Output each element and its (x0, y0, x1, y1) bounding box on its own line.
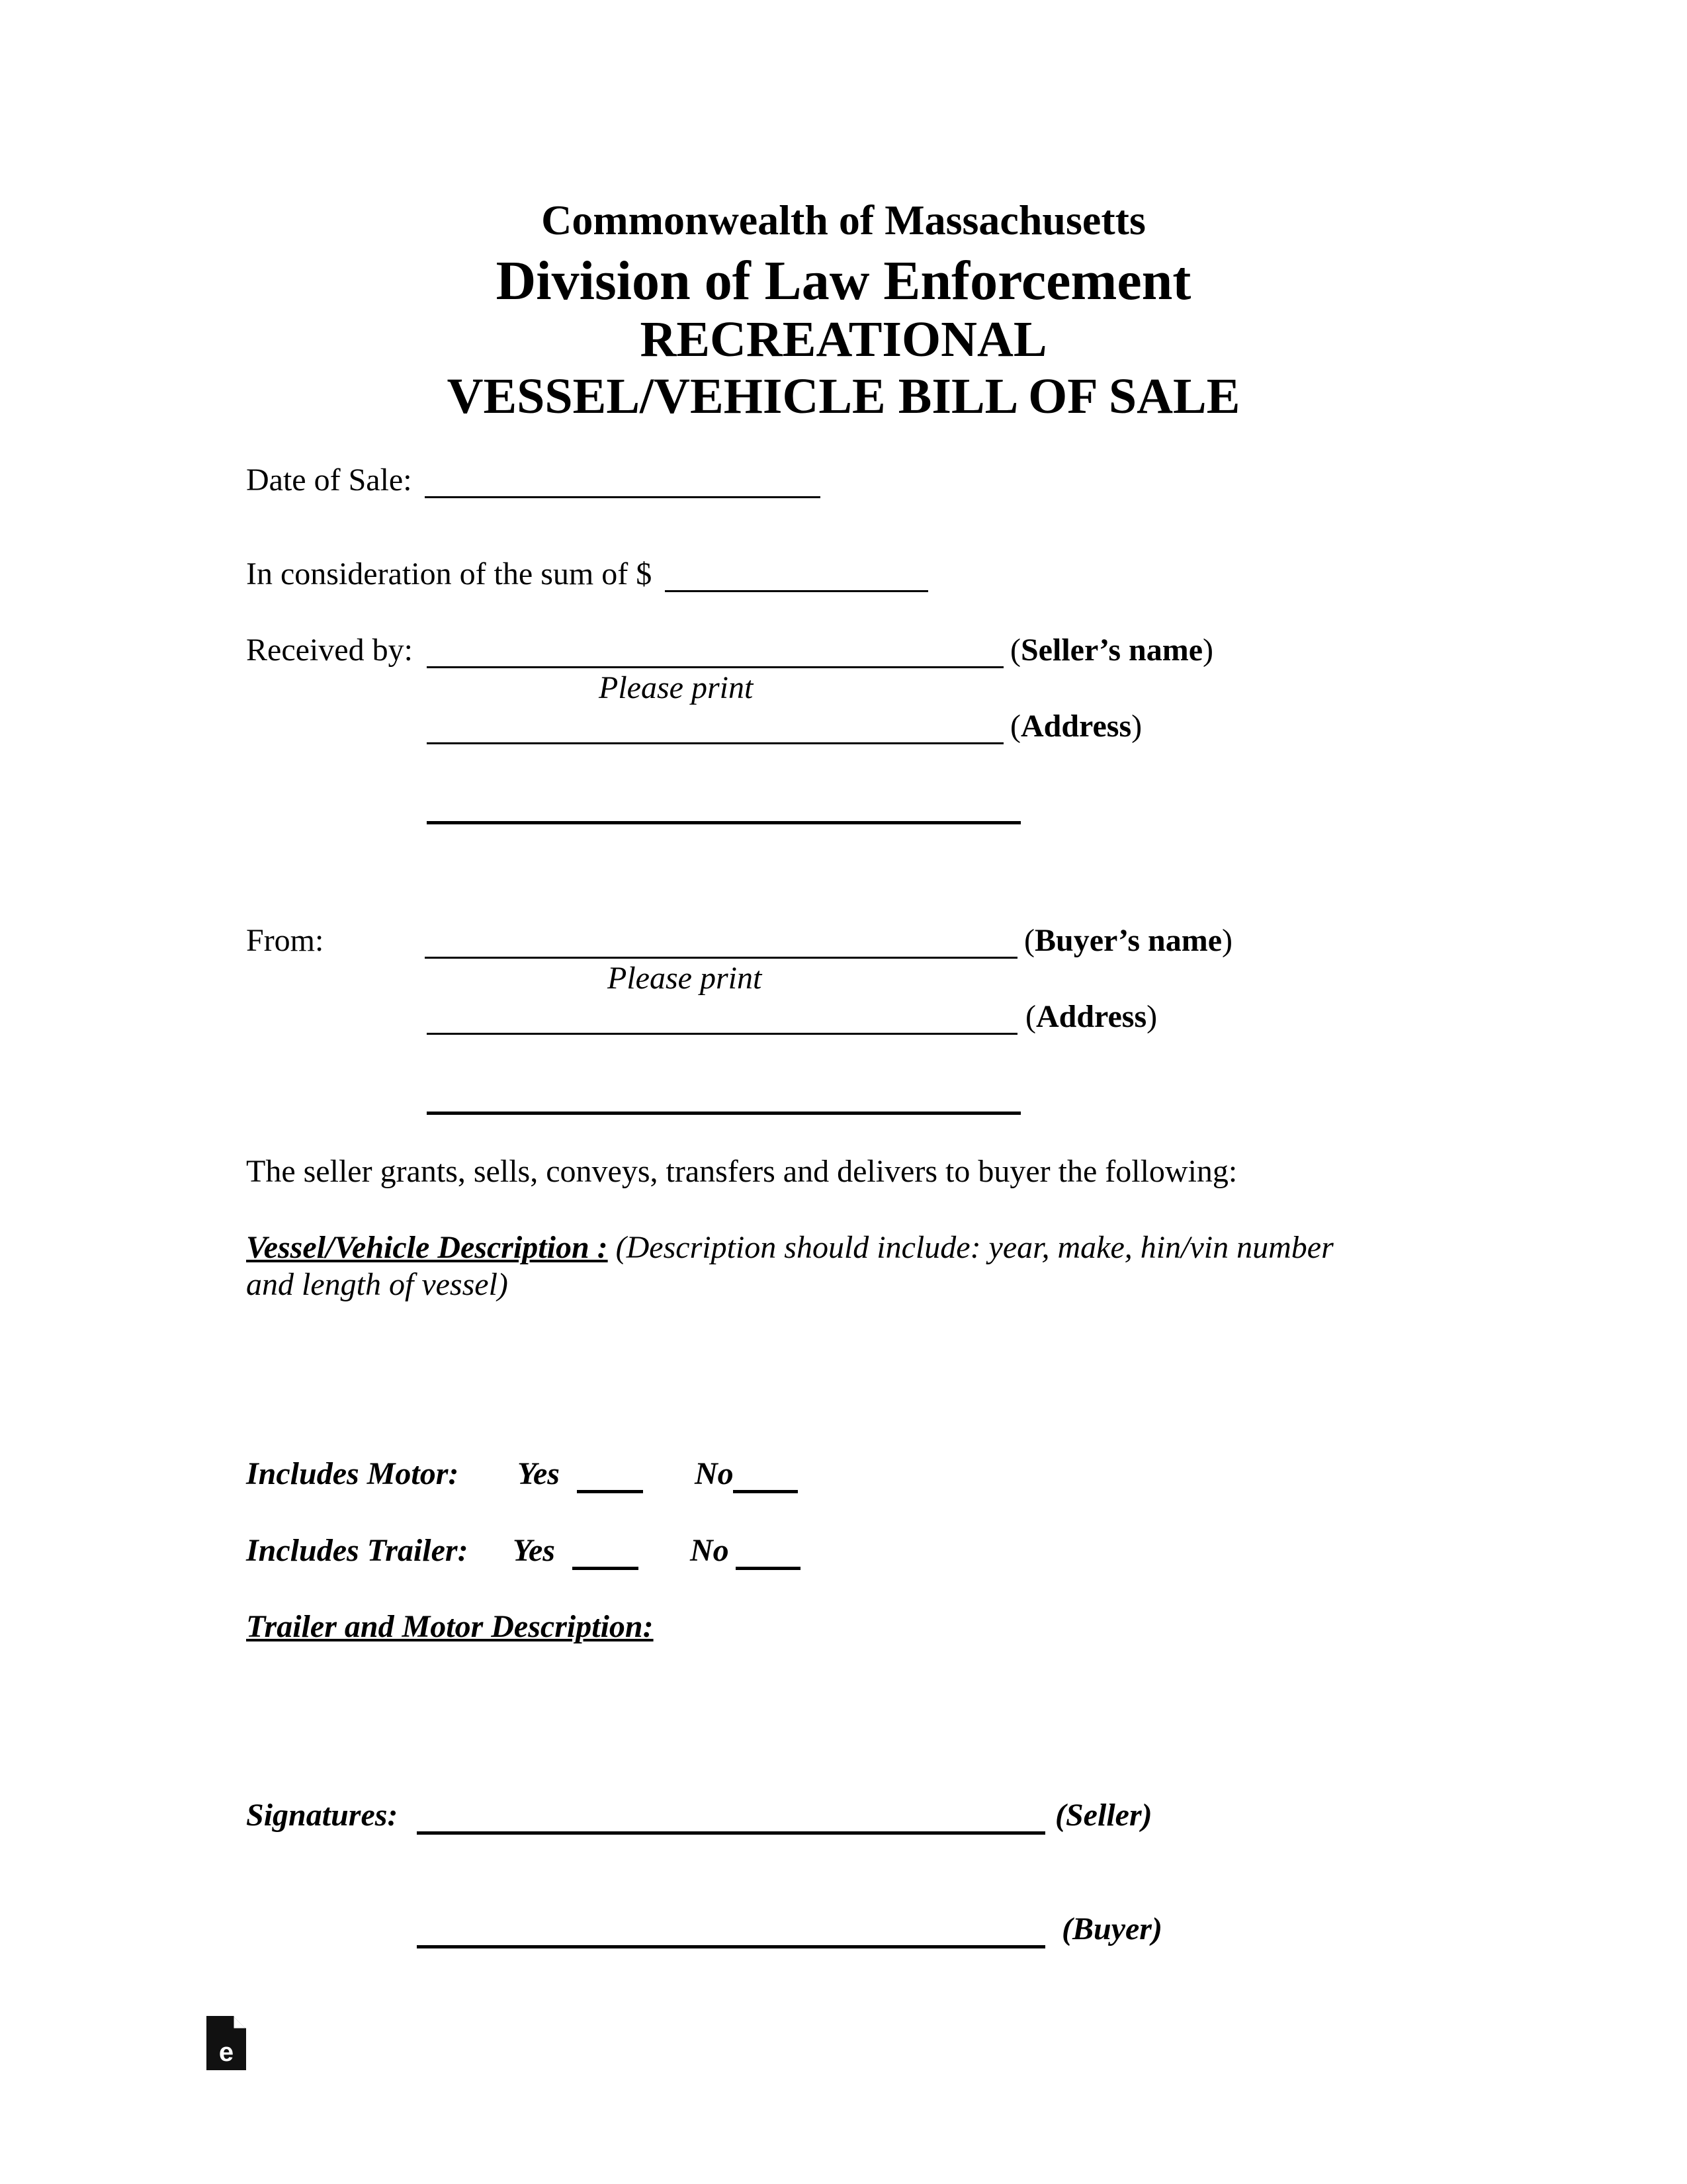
svg-text:e: e (218, 2038, 234, 2067)
from-label: From: (246, 923, 324, 958)
seller-address-field[interactable] (427, 717, 1004, 744)
motor-yes-field[interactable] (577, 1465, 643, 1493)
header-commonwealth: Commonwealth of Massachusetts (541, 197, 1146, 243)
seller-address-line-2[interactable] (427, 796, 1021, 824)
includes-motor-label: Includes Motor: (246, 1456, 459, 1491)
seller-address-caption: (Address) (1010, 709, 1143, 744)
trailer-yes-label: Yes (513, 1533, 555, 1568)
eforms-logo-icon (206, 2016, 246, 2070)
sum-field[interactable] (665, 565, 928, 592)
trailer-yes-field[interactable] (572, 1542, 638, 1570)
seller-signature-field[interactable] (417, 1806, 1045, 1835)
buyer-name-field[interactable] (425, 932, 1017, 959)
seller-name-field[interactable] (427, 641, 1004, 668)
buyer-address-field[interactable] (427, 1008, 1017, 1035)
trailer-motor-description-heading: Trailer and Motor Description: (246, 1609, 654, 1644)
header-recreational: RECREATIONAL (640, 312, 1047, 367)
vessel-description-note: and length of vessel) (246, 1267, 508, 1302)
date-of-sale-label: Date of Sale: (246, 462, 412, 498)
buyer-address-caption: (Address) (1025, 999, 1158, 1034)
trailer-no-label: No (690, 1533, 729, 1568)
vessel-description-heading: Vessel/Vehicle Description : (Description should include: year, make, hin/vin number (246, 1230, 1334, 1265)
buyer-signature-caption: (Buyer) (1062, 1911, 1162, 1946)
header-division: Division of Law Enforcement (496, 250, 1191, 312)
page-title: VESSEL/VEHICLE BILL OF SALE (447, 369, 1240, 424)
motor-no-field[interactable] (733, 1465, 798, 1493)
consideration-label: In consideration of the sum of $ (246, 556, 652, 591)
please-print-hint: Please print (599, 670, 754, 705)
signatures-label: Signatures: (246, 1798, 398, 1833)
please-print-hint: Please print (607, 961, 762, 996)
seller-name-caption: (Seller’s name) (1010, 633, 1213, 668)
motor-yes-label: Yes (517, 1456, 560, 1491)
received-by-label: Received by: (246, 633, 413, 668)
motor-no-label: No (695, 1456, 734, 1491)
trailer-no-field[interactable] (736, 1542, 800, 1570)
buyer-address-line-2[interactable] (427, 1086, 1021, 1115)
date-of-sale-field[interactable] (425, 471, 820, 498)
buyer-name-caption: (Buyer’s name) (1024, 923, 1233, 958)
seller-signature-caption: (Seller) (1055, 1798, 1152, 1833)
grant-statement: The seller grants, sells, conveys, transfers and delivers to buyer the following: (246, 1154, 1238, 1189)
includes-trailer-label: Includes Trailer: (246, 1533, 468, 1568)
buyer-signature-field[interactable] (417, 1920, 1045, 1948)
